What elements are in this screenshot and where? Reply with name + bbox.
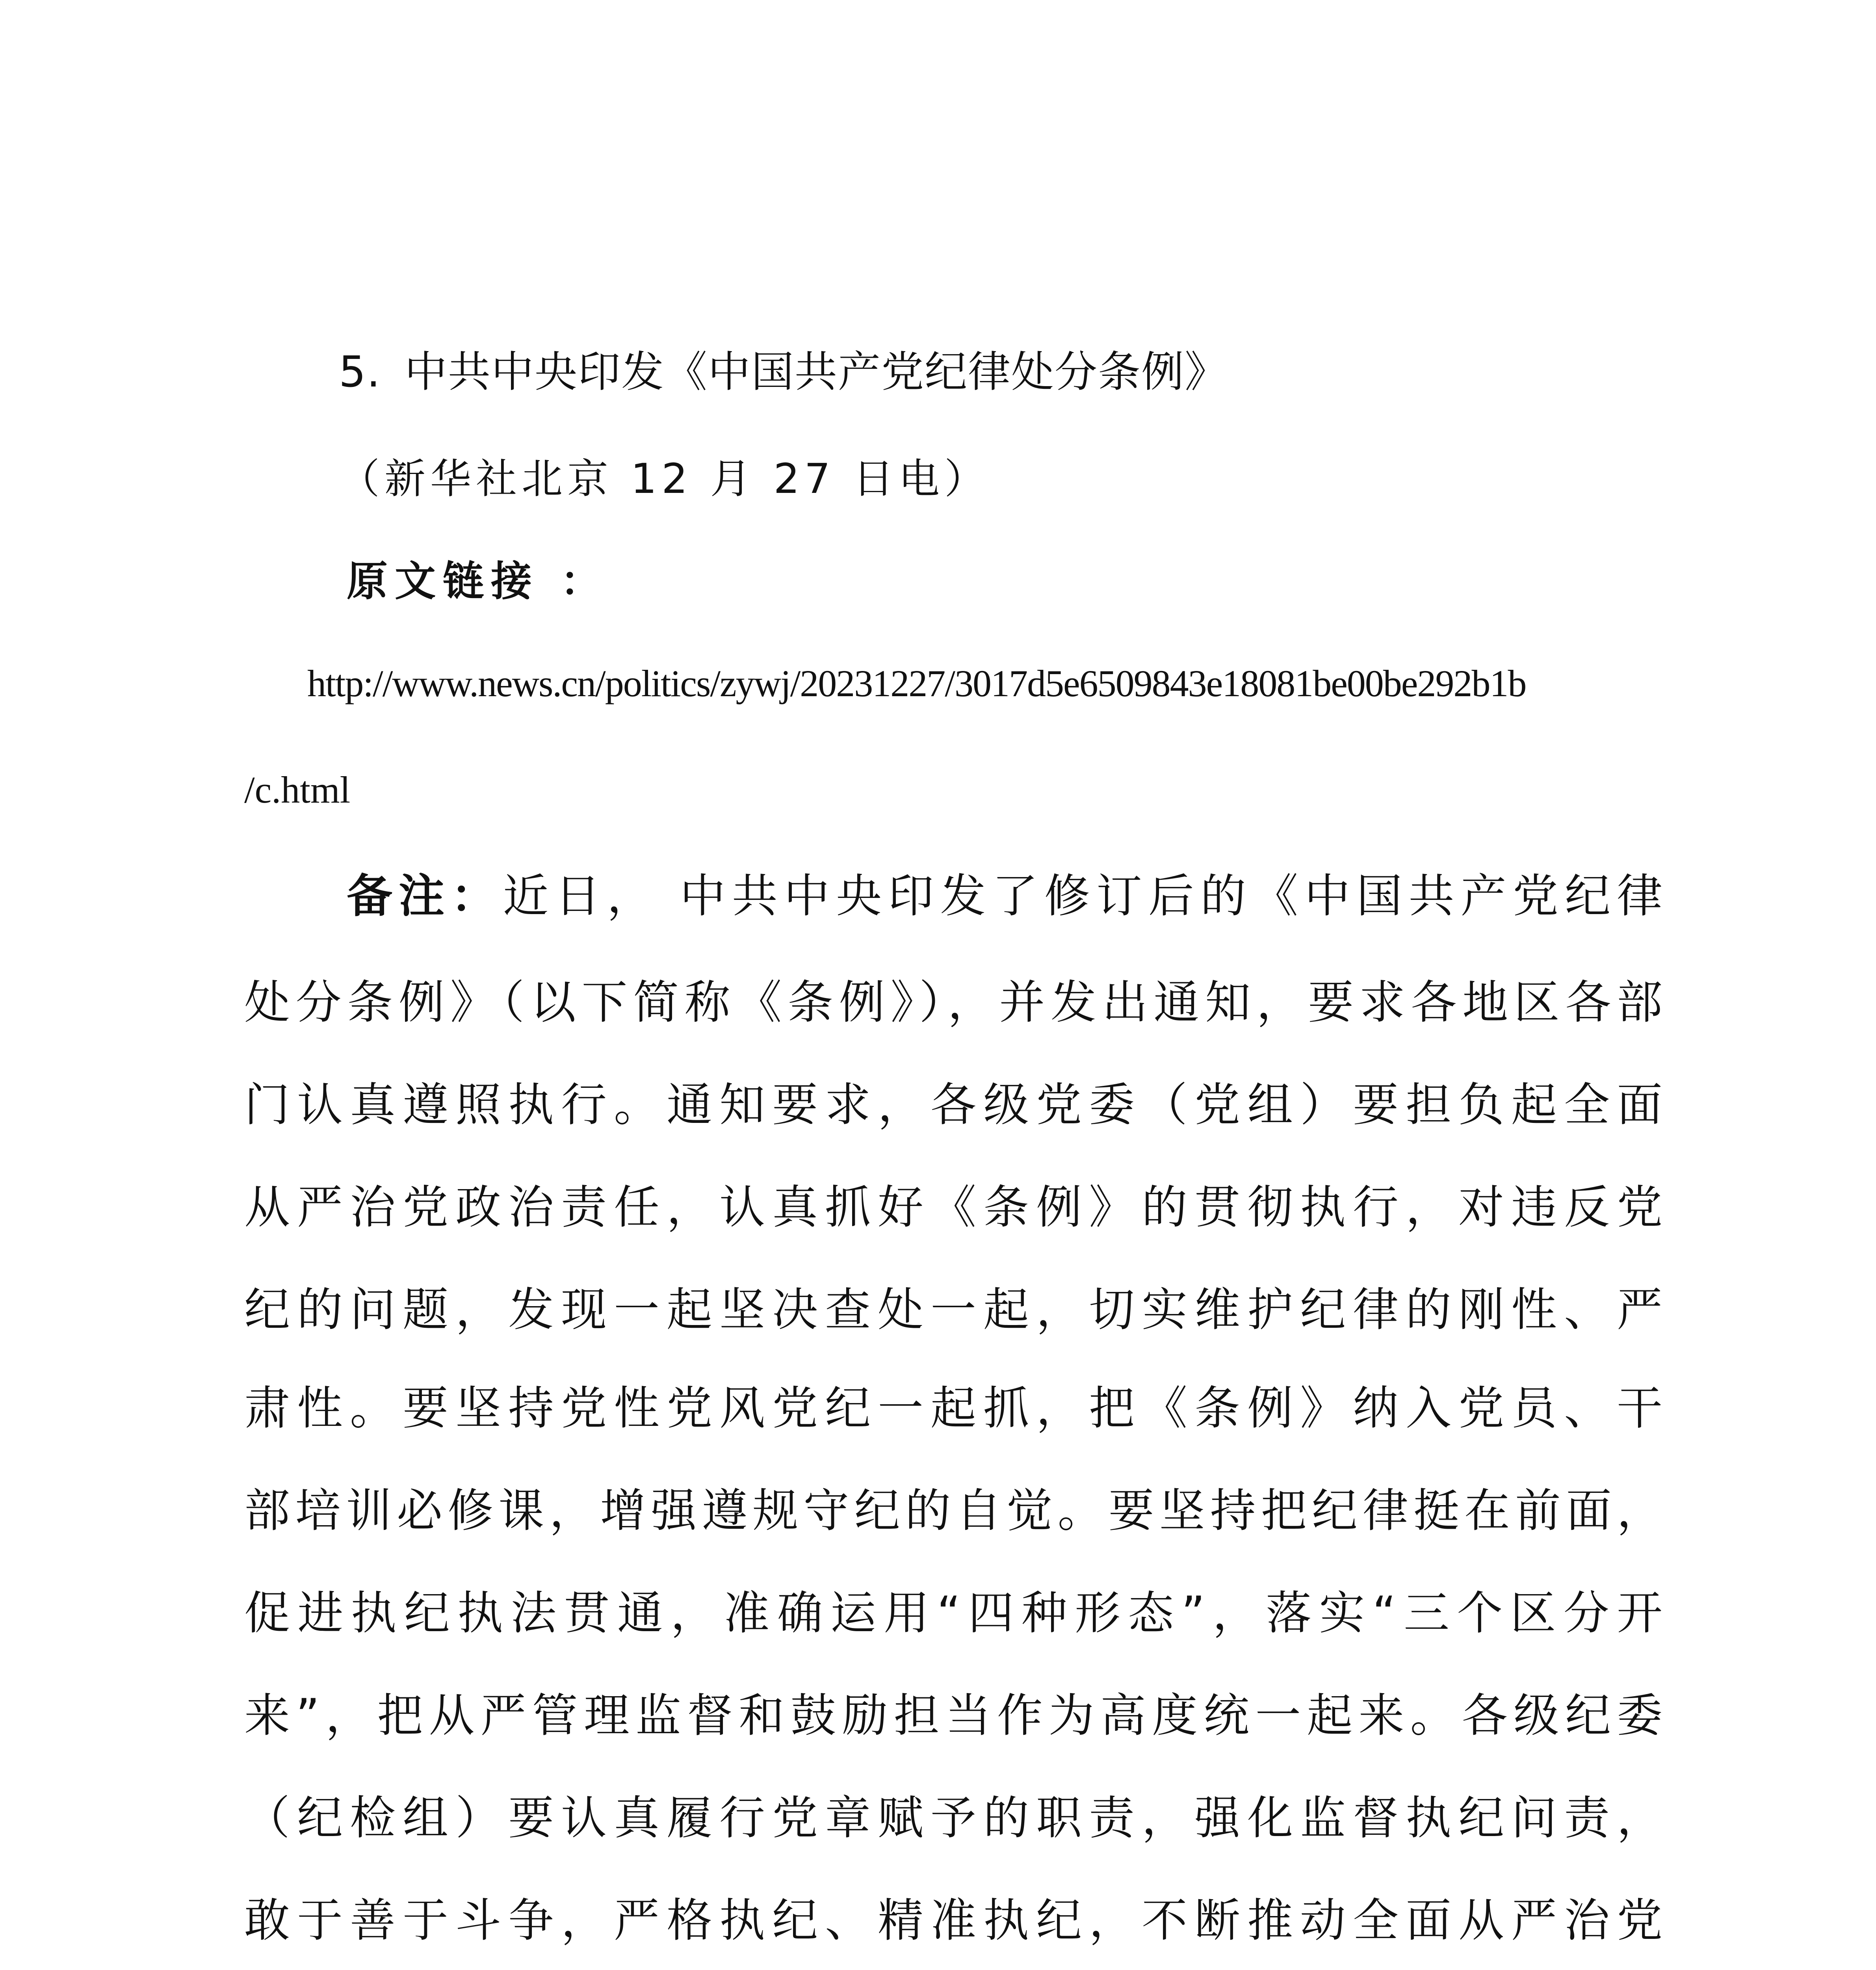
note-line-8: 促进执纪执法贯通，准确运用“四种形态”，落实“三个区分开 (244, 1587, 1662, 1640)
note-line-9: 来”，把从严管理监督和鼓励担当作为高度统一起来。各级纪委 (244, 1689, 1662, 1742)
source-link-url-line-1[interactable]: http://www.news.cn/politics/zywj/20231227/3017d5e6509843e18081be00be292b1b (307, 662, 1526, 704)
note-line-2: 处分条例》（以下简称《条例》），并发出通知，要求各地区各部 (244, 976, 1662, 1029)
note-line-6: 肃性。要坚持党性党风党纪一起抓，把《条例》纳入党员、干 (244, 1382, 1662, 1435)
note-line-5: 纪的问题，发现一起坚决查处一起，切实维护纪律的刚性、严 (244, 1283, 1662, 1336)
note-line-1: 备注：近日， 中共中央印发了修订后的《中国共产党纪律 (347, 870, 1662, 923)
note-line-3: 门认真遵照执行。通知要求，各级党委（党组）要担负起全面 (244, 1078, 1662, 1132)
source-link-label: 原文链接 ： (347, 557, 609, 605)
note-line-11: 敢于善于斗争，严格执纪、精准执纪，不断推动全面从严治党 (244, 1894, 1662, 1947)
item-title: 中共中央印发《中国共产党纪律处分条例》 (405, 348, 1228, 397)
note-label: 备注： (347, 870, 503, 923)
source-link-url-line-2[interactable]: /c.html (244, 769, 351, 811)
note-line-10: （纪检组）要认真履行党章赋予的职责，强化监督执纪问责， (244, 1792, 1662, 1845)
note-line-4: 从严治党政治责任，认真抓好《条例》的贯彻执行，对违反党 (244, 1181, 1662, 1234)
item-number: 5. (339, 348, 381, 397)
note-line-7: 部培训必修课，增强遵规守纪的自觉。要坚持把纪律挺在前面， (244, 1484, 1662, 1537)
dateline: （新华社北京 12 月 27 日电） (339, 455, 990, 503)
item-heading (339, 343, 1228, 402)
